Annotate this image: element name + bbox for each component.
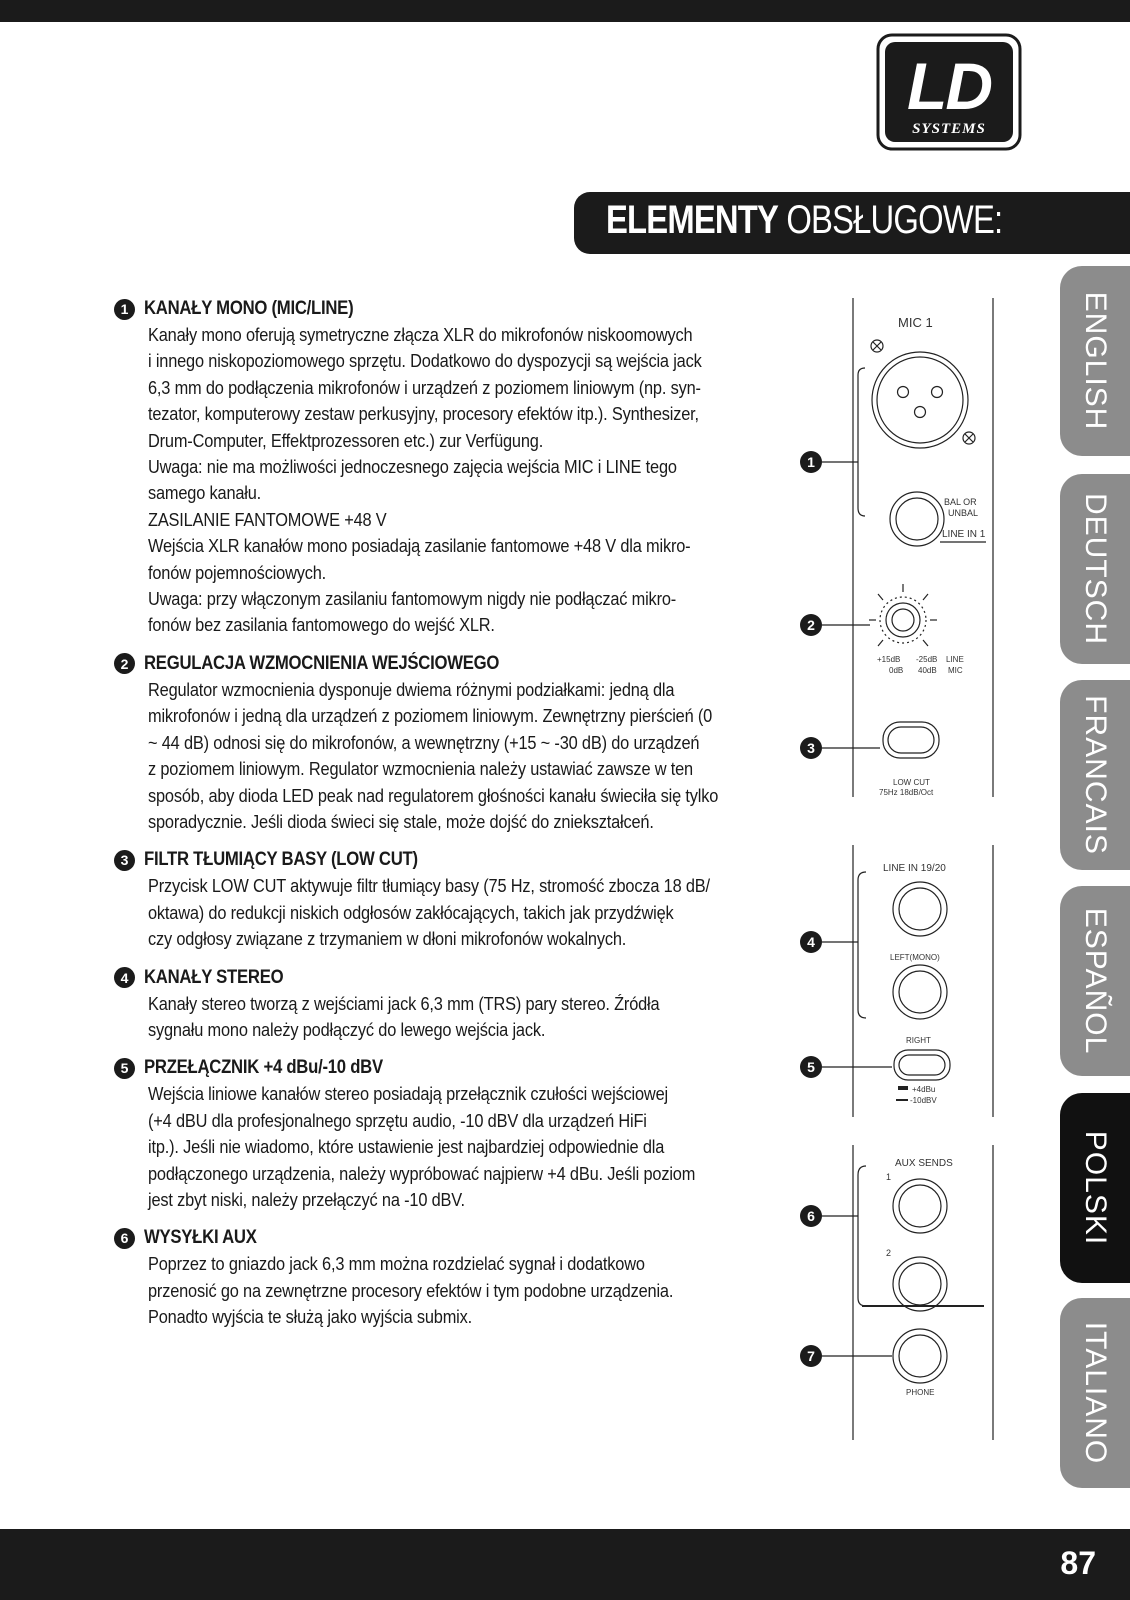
callout-4: 4 xyxy=(800,931,822,953)
tab-label: FRANCAIS xyxy=(1079,695,1112,855)
section-number: 5 xyxy=(114,1058,135,1079)
section-title: REGULACJA WZMOCNIENIA WEJŚCIOWEGO xyxy=(144,652,500,674)
bal-label-2: UNBAL xyxy=(948,508,979,518)
gain-label-1a: +15dB xyxy=(877,655,901,664)
tab-label: ITALIANO xyxy=(1079,1321,1112,1465)
aux-sends-label: AUX SENDS xyxy=(895,1158,953,1169)
aux-2-label: 2 xyxy=(886,1248,892,1258)
title-banner xyxy=(574,192,1130,254)
callout-1: 1 xyxy=(800,451,822,473)
line-in-label: LINE IN 1 xyxy=(942,529,986,540)
body-line: samego kanału. xyxy=(148,482,262,504)
tab-deutsch[interactable] xyxy=(1060,474,1130,664)
gain-label-2b: 40dB xyxy=(918,666,937,675)
body-line: przenosić go na zewnętrzne procesory efektów i tym podobne urządzenia. xyxy=(148,1279,674,1301)
section-number: 1 xyxy=(114,299,135,320)
body-line: Uwaga: przy włączonym zasilaniu fantomowym nigdy nie podłączać mikro- xyxy=(148,588,677,610)
tab-espanol[interactable] xyxy=(1060,886,1130,1076)
body-line: sposób, aby dioda LED peak nad regulatorem głośności kanału świeciła się tylko xyxy=(148,784,719,806)
callout-2: 2 xyxy=(800,614,822,636)
section-2 xyxy=(114,651,794,835)
logo-letters: LD xyxy=(907,49,991,123)
section-6 xyxy=(114,1225,794,1330)
body-line: Wejścia XLR kanałów mono posiadają zasilanie fantomowe +48 V dla mikro- xyxy=(148,535,691,557)
body-line: Ponadto wyjścia te służą jako wyjścia submix. xyxy=(148,1306,473,1328)
tab-italiano[interactable] xyxy=(1060,1298,1130,1488)
channel-diagram xyxy=(790,290,1010,1455)
body-line: 6,3 mm do podłączenia mikrofonów i urządzeń z poziomem liniowym (np. syn- xyxy=(148,376,701,398)
title-light: OBSŁUGOWE: xyxy=(778,198,1003,242)
section-1 xyxy=(114,296,794,639)
body-line: Regulator wzmocnienia dysponuje dwiema różnymi podziałkami: jedną dla xyxy=(148,678,675,700)
section-body xyxy=(148,991,794,1044)
body-line: Kanały stereo tworzą z wejściami jack 6,3 mm (TRS) pary stereo. Źródła xyxy=(148,992,660,1014)
callout-3: 3 xyxy=(800,737,822,759)
phone-label: PHONE xyxy=(906,1388,935,1397)
tab-label: DEUTSCH xyxy=(1079,492,1112,646)
section-body xyxy=(148,322,794,639)
lowcut-label-2: 75Hz 18dB/Oct xyxy=(879,788,934,797)
bal-label-1: BAL OR xyxy=(944,497,977,507)
tab-label: POLSKI xyxy=(1079,1130,1112,1246)
body-line: fonów pojemnościowych. xyxy=(148,561,327,583)
section-title: FILTR TŁUMIĄCY BASY (LOW CUT) xyxy=(144,849,418,871)
minus10-label: -10dBV xyxy=(910,1096,937,1105)
section-body xyxy=(148,873,794,952)
tab-francais[interactable] xyxy=(1060,680,1130,870)
body-line: itp.). Jeśli nie wiadomo, które ustawienie jest najbardziej odpowiednie dla xyxy=(148,1136,665,1158)
body-line: i innego niskopoziomowego sprzętu. Dodatkowo do dyspozycji są wejścia jack xyxy=(148,350,702,372)
gain-label-3a: LINE xyxy=(946,655,964,664)
body-line: sporadycznie. Jeśli dioda świeci się stale, może dojść do zniekształceń. xyxy=(148,810,654,832)
aux-1-label: 1 xyxy=(886,1172,892,1182)
body-line: z poziomem liniowym. Regulator wzmocnienia należy ustawiać zawsze w ten xyxy=(148,758,693,780)
body-line: jest zbyt niski, należy przełączyć na -10 dBV. xyxy=(148,1188,465,1210)
section-3 xyxy=(114,847,794,952)
body-line: Poprzez to gniazdo jack 6,3 mm można rozdzielać sygnał i dodatkowo xyxy=(148,1253,645,1275)
section-number: 3 xyxy=(114,850,135,871)
right-label: RIGHT xyxy=(906,1036,931,1045)
body-line: czy odgłosy związane z trzymaniem w dłoni mikrofonów wokalnych. xyxy=(148,928,627,950)
mic-label: MIC 1 xyxy=(898,315,933,330)
section-number: 2 xyxy=(114,653,135,674)
lowcut-label-1: LOW CUT xyxy=(893,778,930,787)
section-number: 4 xyxy=(114,967,135,988)
title-bold: ELEMENTY xyxy=(606,198,779,242)
body-line: Drum-Computer, Effektprozessoren etc.) zur Verfügung. xyxy=(148,429,544,451)
logo-sub: SYSTEMS xyxy=(912,121,986,137)
body-line: fonów bez zasilania fantomowego do wejść XLR. xyxy=(148,614,495,636)
body-line: ~ 44 dB) odnosi się do mikrofonów, a wewnętrzny (+15 ~ -30 dB) do urządzeń xyxy=(148,731,700,753)
section-body xyxy=(148,1251,794,1330)
left-mono-label: LEFT(MONO) xyxy=(890,953,940,962)
body-line: tezator, komputerowy zestaw perkusyjny, procesory efektów itp.). Synthesizer, xyxy=(148,403,699,425)
body-line: oktawa) do redukcji niskich odgłosów zakłócających, takich jak przydźwięk xyxy=(148,901,674,923)
callout-6: 6 xyxy=(800,1205,822,1227)
tab-english[interactable] xyxy=(1060,266,1130,456)
plus4-label: +4dBu xyxy=(912,1085,936,1094)
body-line: Uwaga: nie ma możliwości jednoczesnego zajęcia wejścia MIC i LINE tego xyxy=(148,456,677,478)
line-in-19-20-label: LINE IN 19/20 xyxy=(883,863,946,874)
section-4 xyxy=(114,965,794,1044)
body-line: ZASILANIE FANTOMOWE +48 V xyxy=(148,508,387,530)
body-line: (+4 dBU dla profesjonalnego sprzętu audio, -10 dBV dla urządzeń HiFi xyxy=(148,1109,647,1131)
body-line: Wejścia liniowe kanałów stereo posiadają przełącznik czułości wejściowej xyxy=(148,1083,668,1105)
body-line: Kanały mono oferują symetryczne złącza XLR do mikrofonów niskoomowych xyxy=(148,324,693,345)
top-bar xyxy=(0,0,1130,22)
section-5 xyxy=(114,1055,794,1213)
callout-7: 7 xyxy=(800,1345,822,1367)
tab-label: ENGLISH xyxy=(1079,291,1112,431)
callout-5: 5 xyxy=(800,1056,822,1078)
bottom-bar xyxy=(0,1529,1130,1600)
section-body xyxy=(148,1081,794,1213)
section-title: KANAŁY MONO (MIC/LINE) xyxy=(144,298,354,319)
section-title: KANAŁY STEREO xyxy=(144,966,284,988)
section-number: 6 xyxy=(114,1228,135,1249)
content xyxy=(114,296,794,1343)
tab-polski[interactable] xyxy=(1060,1093,1130,1283)
gain-label-3b: MIC xyxy=(948,666,963,675)
body-line: sygnału mono należy podłączyć do lewego wejścia jack. xyxy=(148,1018,546,1040)
page-title xyxy=(606,198,1002,243)
body-line: mikrofonów i jedną dla urządzeń z poziomem liniowym. Zewnętrzny pierścień (0 xyxy=(148,705,713,727)
body-line: Przycisk LOW CUT aktywuje filtr tłumiący basy (75 Hz, stromość zbocza 18 dB/ xyxy=(148,875,710,897)
gain-label-1b: 0dB xyxy=(889,666,904,675)
section-title: PRZEŁĄCZNIK +4 dBu/-10 dBV xyxy=(144,1057,383,1079)
section-body xyxy=(148,677,794,835)
page-number: 87 xyxy=(1060,1545,1096,1581)
tab-label: ESPAÑOL xyxy=(1079,907,1112,1055)
gain-label-2a: -25dB xyxy=(916,655,938,664)
body-line: podłączonego urządzenia, należy wypróbować najpierw +4 dBu. Jeśli poziom xyxy=(148,1162,696,1184)
section-title: WYSYŁKI AUX xyxy=(144,1227,257,1249)
ld-systems-logo xyxy=(876,33,1022,151)
